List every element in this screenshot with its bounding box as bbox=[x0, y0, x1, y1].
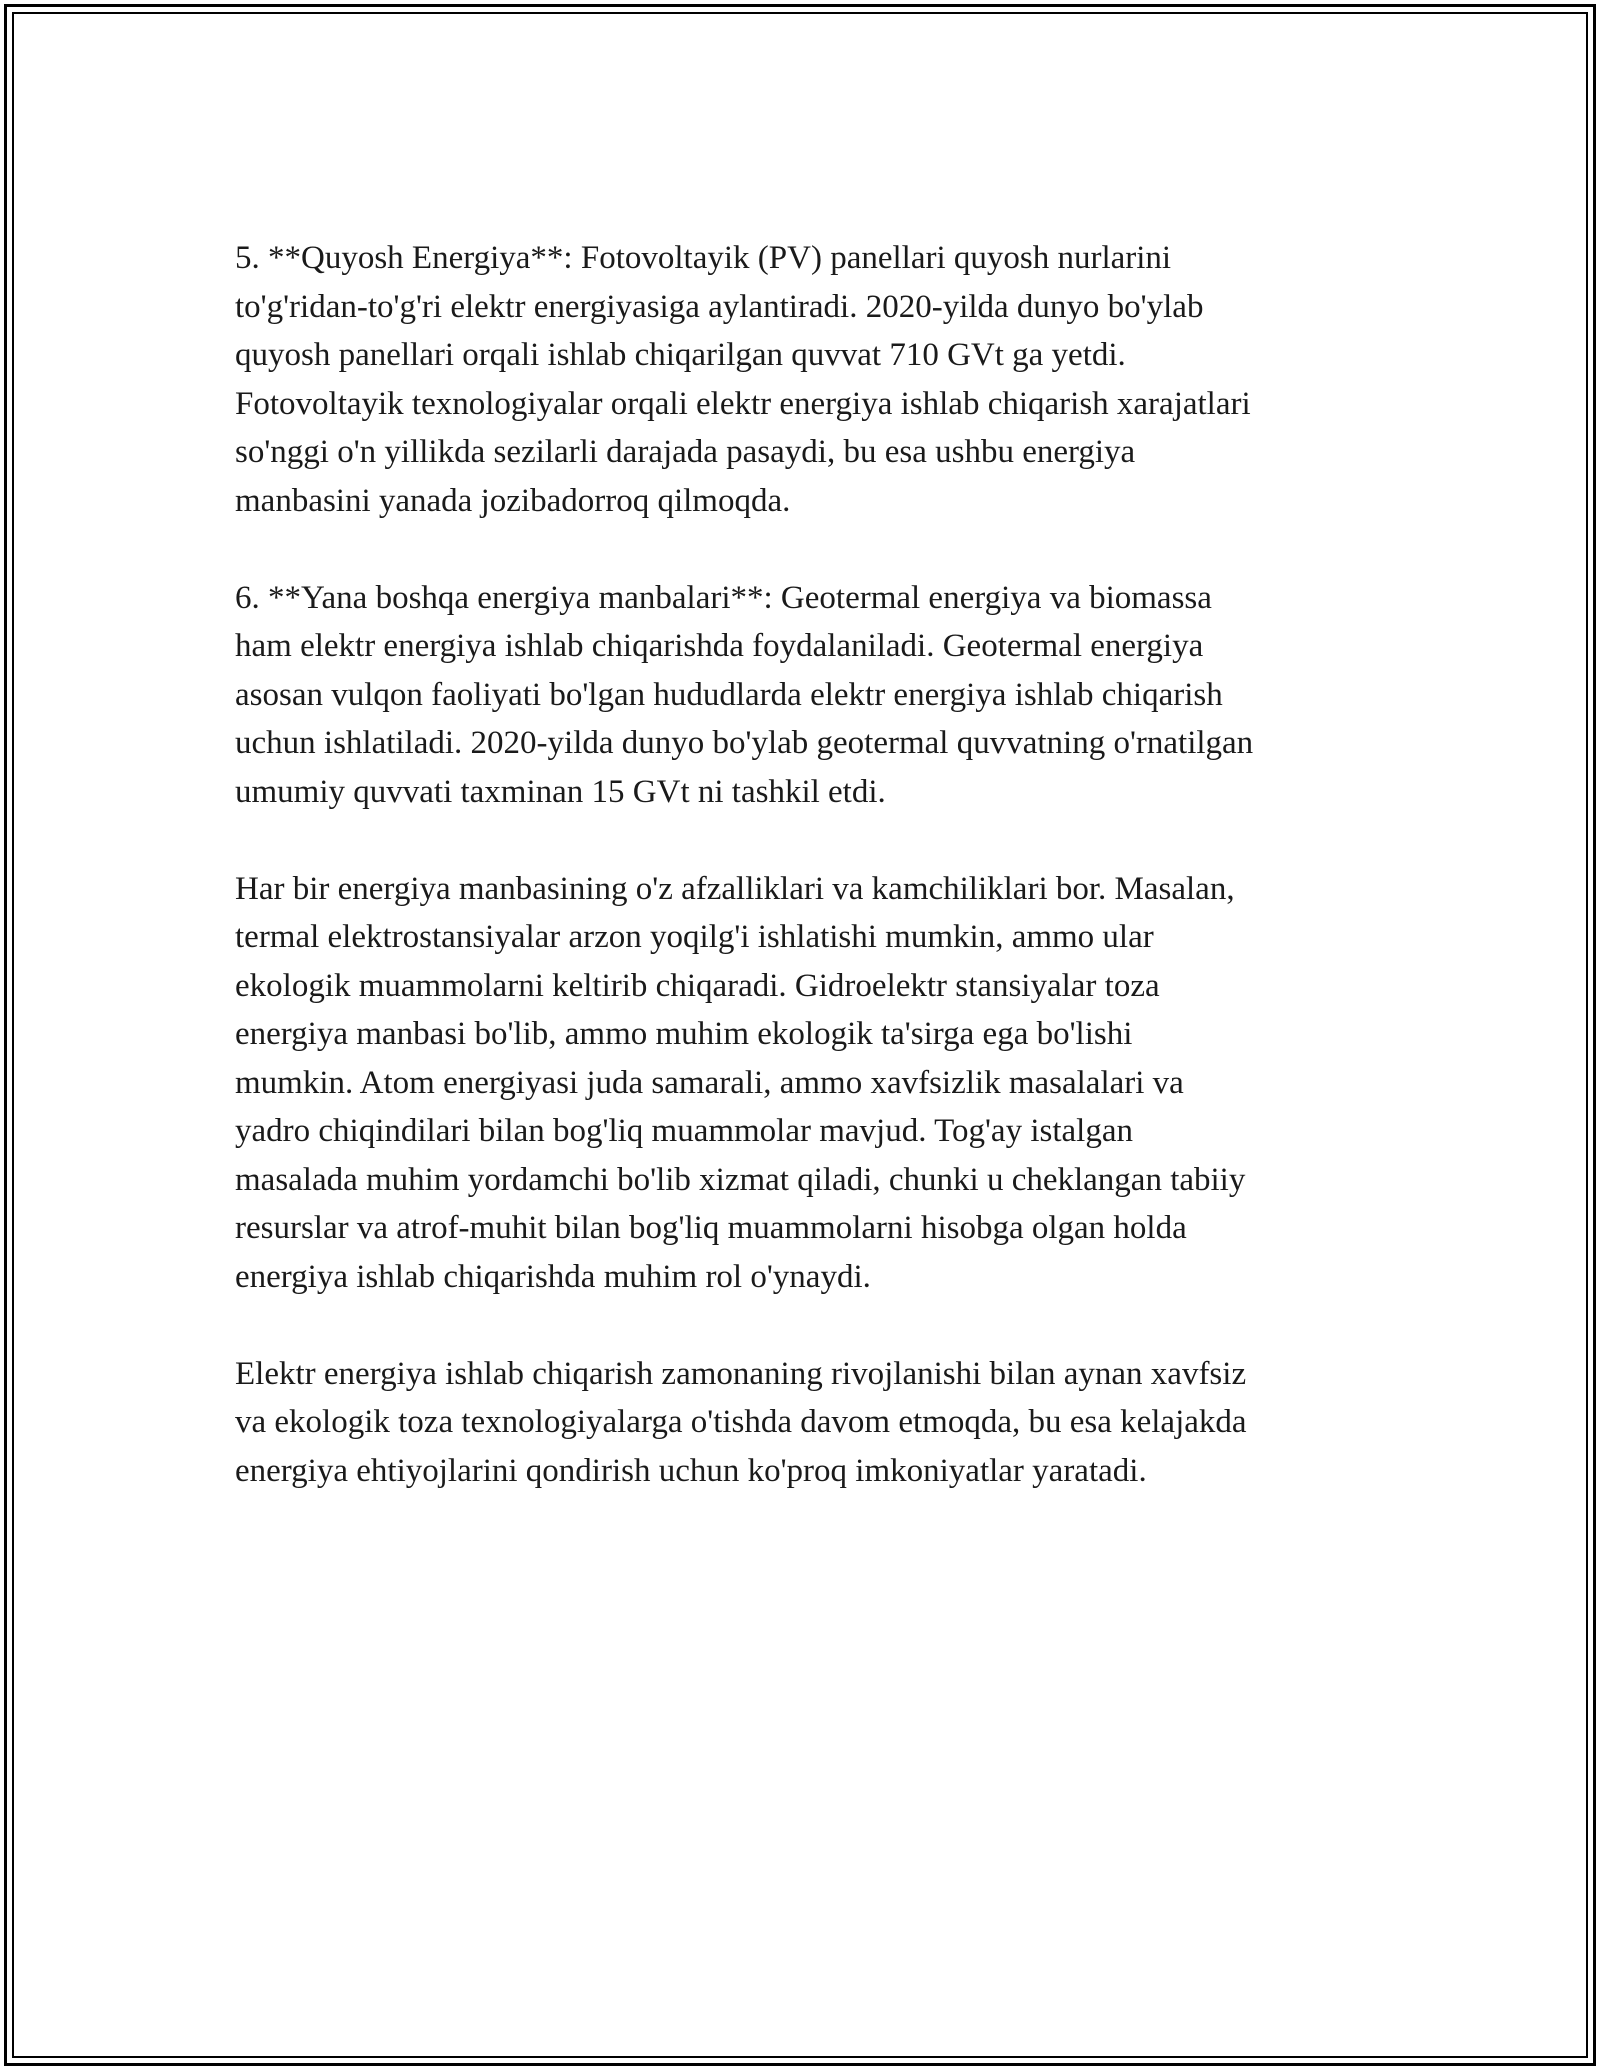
paragraph-solar-energy: 5. **Quyosh Energiya**: Fotovoltayik (PV) panellari quyosh nurlarini to'g'ridan-to'g'ri elektr energiyasiga aylantiradi. 2020-yilda dunyo bo'ylab quyosh panellari orqali ishlab chiqarilgan quvvat 710 GVt ga yetdi. Fotovoltayik texnologiyalar orqali elektr energiya ishlab chiqarish xarajatlari so'nggi o'n yillikda sezilarli darajada pasaydi, bu esa ushbu energiya manbasini yanada jozibadorroq qilmoqda. bbox=[235, 240, 1251, 519]
paragraph-other-energy-sources: 6. **Yana boshqa energiya manbalari**: Geotermal energiya va biomassa ham elektr energiya ishlab chiqarishda foydalaniladi. Geotermal energiya asosan vulqon faoliyati bo'lgan hududlarda elektr energiya ishlab chiqarish uchun ishlatiladi. 2020-yilda dunyo bo'ylab geotermal quvvatning o'rnatilgan umumiy quvvati taxminan 15 GVt ni tashkil etdi. bbox=[235, 579, 1254, 810]
document-body bbox=[235, 234, 1385, 1544]
paragraph-advantages-disadvantages: Har bir energiya manbasining o'z afzalliklari va kamchiliklari bor. Masalan, termal elektrostansiyalar arzon yoqilg'i ishlatishi mumkin, ammo ular ekologik muammolarni keltirib chiqaradi. Gidroelektr stansiyalar toza energiya manbasi bo'lib, ammo muhim ekologik ta'sirga ega bo'lishi mumkin. Atom energiyasi juda samarali, ammo xavfsizlik masalalari va yadro chiqindilari bilan bog'liq muammolar mavjud. Tog'ay istalgan masalada muhim yordamchi bo'lib xizmat qiladi, chunki u cheklangan tabiiy resurslar va atrof-muhit bilan bog'liq muammolarni hisobga olgan holda energiya ishlab chiqarishda muhim rol o'ynaydi. bbox=[235, 870, 1246, 1295]
paragraph-conclusion: Elektr energiya ishlab chiqarish zamonaning rivojlanishi bilan aynan xavfsiz va ekologik toza texnologiyalarga o'tishda davom etmoqda, bu esa kelajakda energiya ehtiyojlarini qondirish uchun ko'proq imkoniyatlar yaratadi. bbox=[235, 1355, 1247, 1489]
